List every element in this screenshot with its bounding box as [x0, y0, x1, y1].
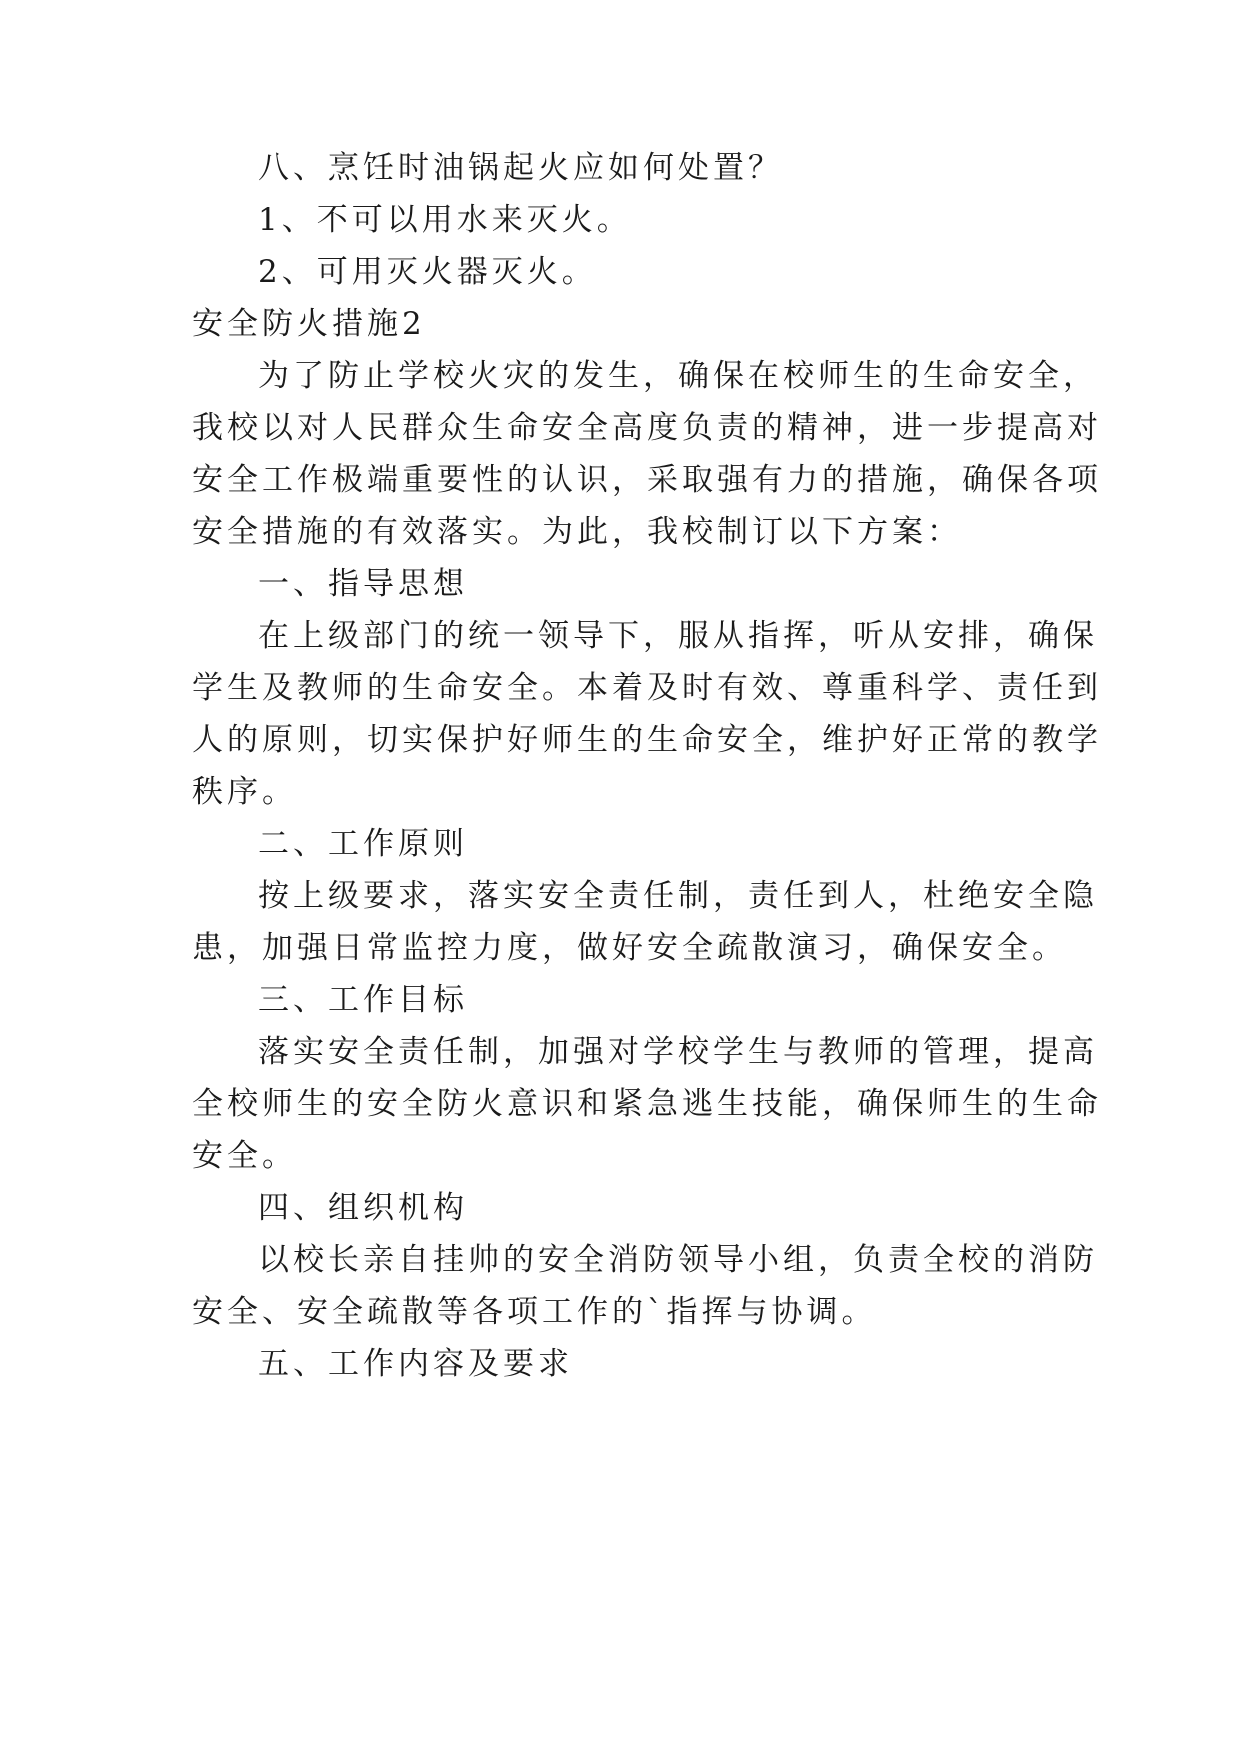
paragraph-line: 安全工作极端重要性的认识，采取强有力的措施，确保各项 [192, 462, 1102, 498]
paragraph-line: 全校师生的安全防火意识和紧急逃生技能，确保师生的生命 [192, 1086, 1102, 1122]
paragraph-line: 患，加强日常监控力度，做好安全疏散演习，确保安全。 [192, 930, 1067, 966]
paragraph-line: 安全。 [192, 1138, 297, 1174]
paragraph-line: 落实安全责任制，加强对学校学生与教师的管理，提高 [258, 1034, 1098, 1070]
section-heading: 二、工作原则 [258, 826, 468, 862]
paragraph-line: 人的原则，切实保护好师生的生命安全，维护好正常的教学 [192, 722, 1102, 758]
document-title: 安全防火措施2 [192, 306, 426, 342]
paragraph-line: 以校长亲自挂帅的安全消防领导小组，负责全校的消防 [258, 1242, 1098, 1278]
section-heading: 五、工作内容及要求 [258, 1346, 573, 1382]
paragraph-line: 安全、安全疏散等各项工作的`指挥与协调。 [192, 1294, 877, 1330]
list-item: 1、不可以用水来灭火。 [258, 202, 632, 238]
paragraph-line: 在上级部门的统一领导下，服从指挥，听从安排，确保 [258, 618, 1098, 654]
section-heading: 四、组织机构 [258, 1190, 468, 1226]
paragraph-line: 我校以对人民群众生命安全高度负责的精神，进一步提高对 [192, 410, 1102, 446]
paragraph-line: 为了防止学校火灾的发生，确保在校师生的生命安全， [258, 358, 1098, 394]
section-heading: 一、指导思想 [258, 566, 468, 602]
paragraph-line: 按上级要求，落实安全责任制，责任到人，杜绝安全隐 [258, 878, 1098, 914]
paragraph-line: 秩序。 [192, 774, 297, 810]
section-heading: 三、工作目标 [258, 982, 468, 1018]
section-heading-eight: 八、烹饪时油锅起火应如何处置？ [258, 150, 783, 186]
paragraph-line: 学生及教师的生命安全。本着及时有效、尊重科学、责任到 [192, 670, 1102, 706]
list-item: 2、可用灭火器灭火。 [258, 254, 597, 290]
paragraph-line: 安全措施的有效落实。为此，我校制订以下方案： [192, 514, 962, 550]
